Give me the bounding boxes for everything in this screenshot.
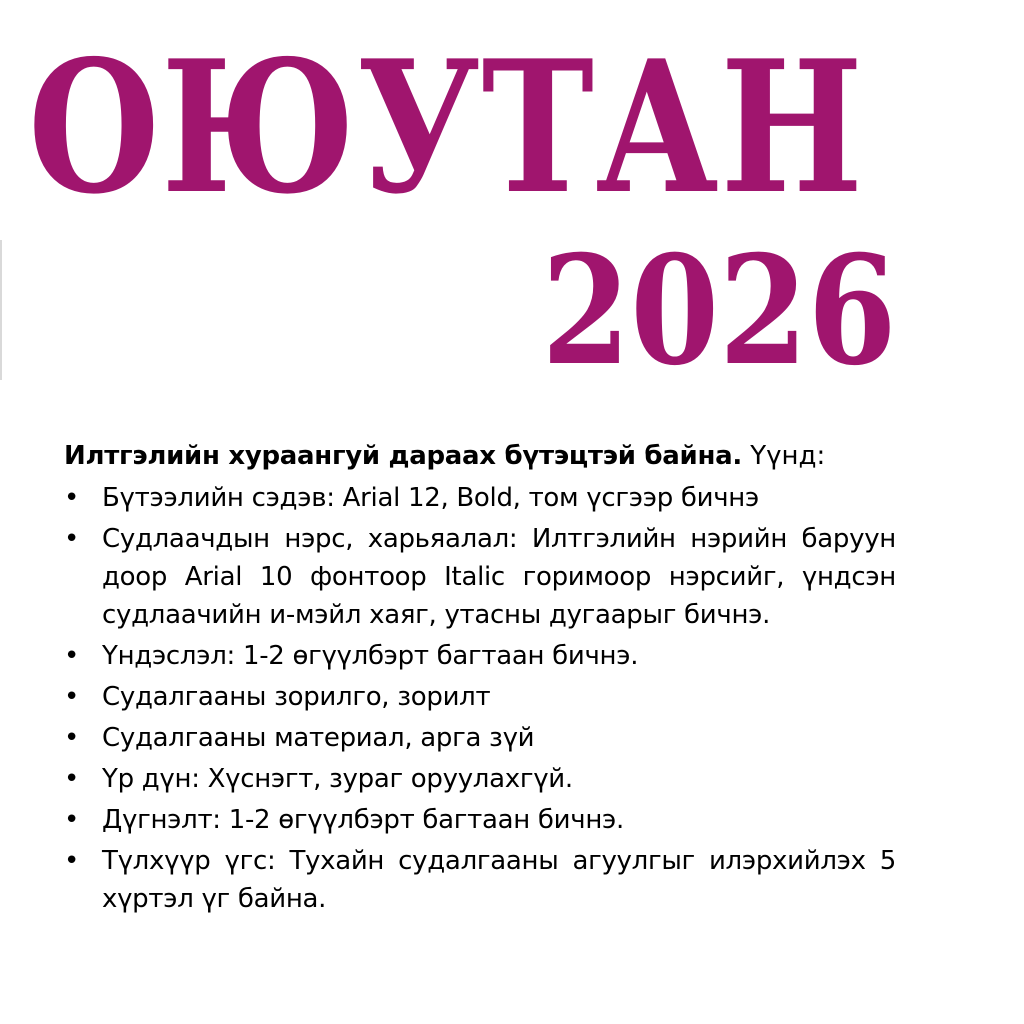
list-item xyxy=(64,842,896,918)
bullet-icon: • xyxy=(64,764,80,794)
list-item xyxy=(64,678,896,716)
list-item-text: Үр дүн: Хүснэгт, зураг оруулахгүй. xyxy=(102,764,573,794)
bullet-icon: • xyxy=(64,723,80,753)
bullet-icon: • xyxy=(64,641,80,671)
list-item-text: Судлаачдын нэрс, харьяалал: Илтгэлийн нэрийн баруун доор Arial 10 фонтоор Italic горимоор нэрсийг, үндсэн судлаачийн и-мэйл хаяг, утасны дугаарыг бичнэ. xyxy=(102,524,896,630)
list-item xyxy=(64,801,896,839)
abstract-intro xyxy=(64,437,896,475)
bullet-icon: • xyxy=(64,682,80,712)
bullet-icon: • xyxy=(64,524,80,554)
poster-year: 2026 xyxy=(541,223,896,399)
abstract-list xyxy=(64,479,896,918)
list-item xyxy=(64,479,896,517)
list-item-text: Дүгнэлт: 1-2 өгүүлбэрт багтаан бичнэ. xyxy=(102,805,624,835)
list-item-text: Түлхүүр үгс: Тухайн судалгааны агуулгыг илэрхийлэх 5 хүртэл үг байна. xyxy=(102,846,896,914)
bullet-icon: • xyxy=(64,483,80,513)
list-item xyxy=(64,760,896,798)
bullet-icon: • xyxy=(64,846,80,876)
list-item xyxy=(64,719,896,757)
poster-title: ОЮУТАН xyxy=(28,20,865,234)
list-item xyxy=(64,637,896,675)
abstract-section xyxy=(64,437,896,921)
list-item-text: Бүтээлийн сэдэв: Arial 12, Bold, том үсгээр бичнэ xyxy=(102,483,759,513)
abstract-intro-bold: Илтгэлийн хураангуй дараах бүтэцтэй байна. xyxy=(64,441,742,471)
bullet-icon: • xyxy=(64,805,80,835)
list-item-text: Судалгааны зорилго, зорилт xyxy=(102,682,491,712)
left-edge-line xyxy=(0,240,2,380)
abstract-intro-rest: Үүнд: xyxy=(741,441,826,471)
list-item xyxy=(64,520,896,634)
list-item-text: Үндэслэл: 1-2 өгүүлбэрт багтаан бичнэ. xyxy=(102,641,639,671)
list-item-text: Судалгааны материал, арга зүй xyxy=(102,723,535,753)
